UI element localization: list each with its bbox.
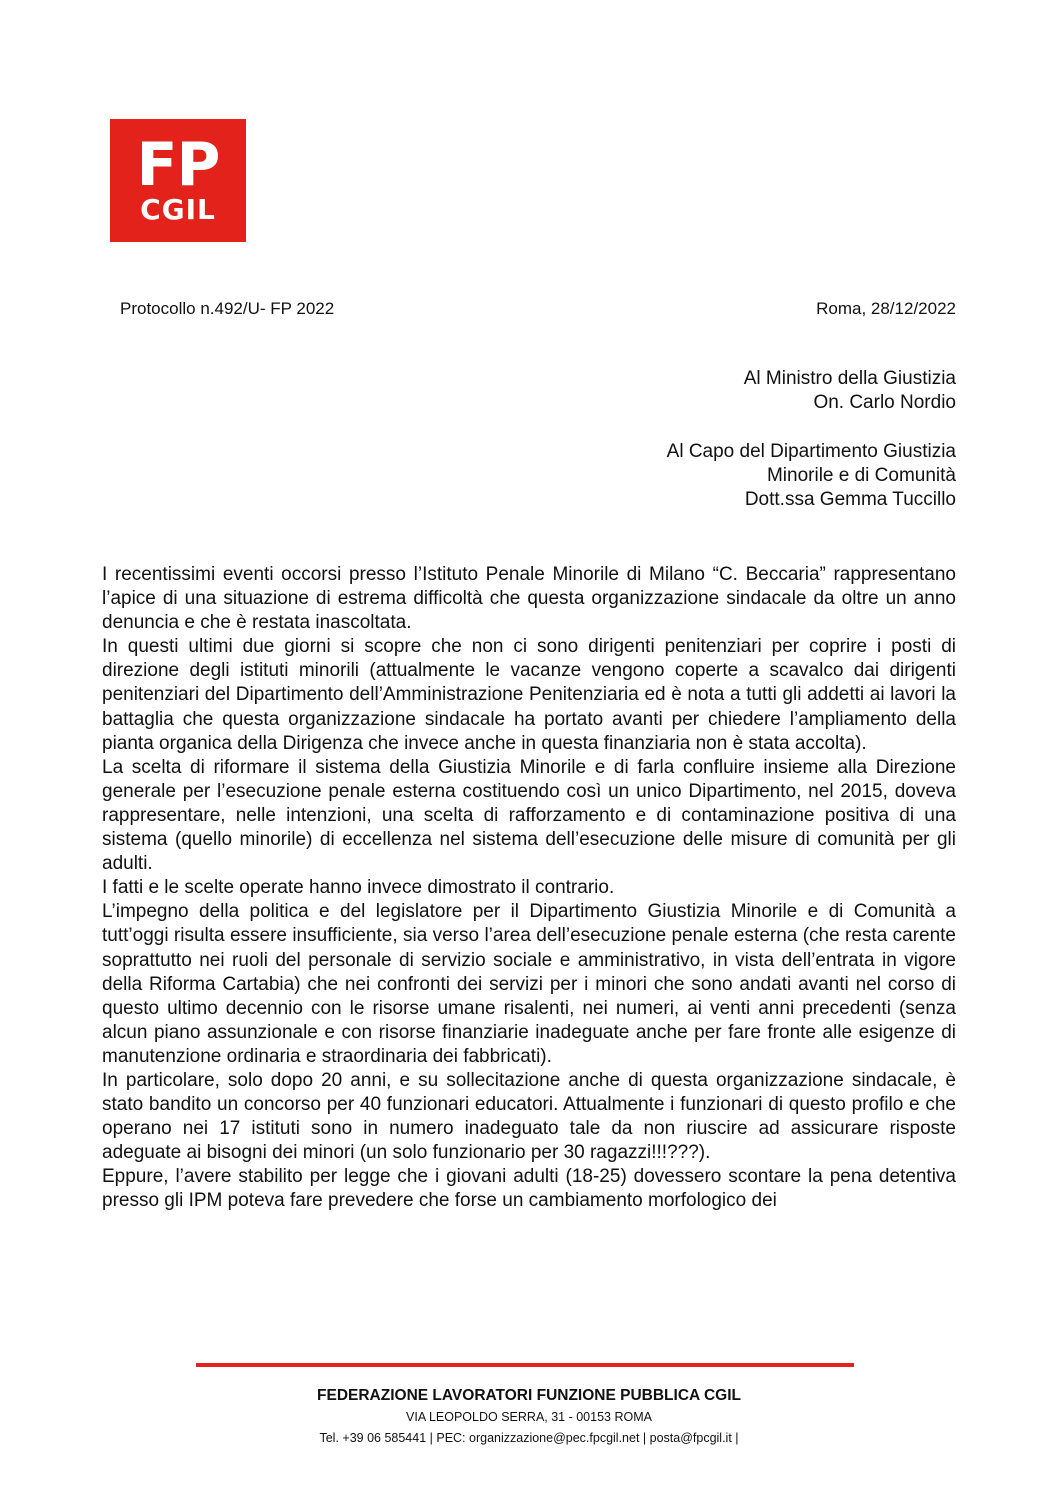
- protocol-number: Protocollo n.492/U- FP 2022: [120, 299, 335, 318]
- letter-date: Roma, 28/12/2022: [816, 299, 956, 318]
- recipient-minister: [744, 367, 956, 415]
- body-paragraph: L’impegno della politica e del legislatore per il Dipartimento Giustizia Minorile e di Comunità a tutt’oggi risulta essere insufficiente, sia verso l’area dell’esecuzione penale esterna (che resta carente soprattutto nei ruoli del personale di servizio sociale e amministrativo, in vista dell’entrata in vigore della Riforma Cartabia) che nei confronti dei servizi per i minori che sono andati avanti nel corso di questo ultimo decennio con le risorse umane risalenti, nei numeri, ai venti anni precedenti (senza alcun piano assunzionale e con risorse finanziarie inadeguate anche per fare fronte alle esigenze di manutenzione ordinaria e straordinaria dei fabbricati).: [102, 901, 956, 1067]
- recipient-line: Dott.ssa Gemma Tuccillo: [744, 489, 956, 510]
- footer-divider: [196, 1363, 854, 1367]
- footer: [0, 1385, 1058, 1449]
- recipient-line: Al Capo del Dipartimento Giustizia: [666, 441, 956, 462]
- logo-cgil-text: CGIL: [140, 192, 216, 226]
- fp-cgil-logo: [110, 119, 246, 242]
- footer-address: VIA LEOPOLDO SERRA, 31 - 00153 ROMA: [406, 1410, 652, 1424]
- body-paragraph: I recentissimi eventi occorsi presso l’Istituto Penale Minorile di Milano “C. Beccaria” rappresentano l’apice di una situazione di estrema difficoltà che questa organizzazione sindacale da oltre un anno denuncia e che è restata inascoltata.: [102, 564, 956, 634]
- recipient-department-head: [667, 440, 956, 512]
- body-paragraph: In particolare, solo dopo 20 anni, e su sollecitazione anche di questa organizzazione sindacale, è stato bandito un concorso per 40 funzionari educatori. Attualmente i funzionari di questo profilo e che operano nei 17 istituti sono in numero inadeguato tale da non riuscire ad assicurare risposte adeguate ai bisogni dei minori (un solo funzionario per 30 ragazzi!!!???).: [102, 1069, 956, 1164]
- footer-contacts: Tel. +39 06 585441 | PEC: organizzazione@pec.fpcgil.net | posta@fpcgil.it |: [319, 1431, 739, 1445]
- recipient-line: Al Ministro della Giustizia: [743, 368, 956, 389]
- body-paragraph: I fatti e le scelte operate hanno invece dimostrato il contrario.: [102, 877, 615, 899]
- recipient-line: Minorile e di Comunità: [766, 465, 956, 486]
- body-paragraph: La scelta di riformare il sistema della Giustizia Minorile e di farla confluire insieme alla Direzione generale per l’esecuzione penale esterna costituendo così un unico Dipartimento, nel 2015, doveva rappresentare, nelle intenzioni, una scelta di rafforzamento e di contaminazione positiva di una sistema (quello minorile) di eccellenza nel sistema dell’esecuzione delle misure di comunità per gli adulti.: [102, 756, 956, 875]
- body-paragraph: In questi ultimi due giorni si scopre che non ci sono dirigenti penitenziari per coprire i posti di direzione degli istituti minorili (attualmente le vacanze vengono coperte a scavalco dai dirigenti penitenziari del Dipartimento dell’Amministrazione Penitenziaria ed è nota a tutti gli addetti ai lavori la battaglia che questa organizzazione sindacale ha portato avanti per chiedere l’ampliamento della pianta organica della Dirigenza che invece anche in questa finanziaria non è stata accolta).: [102, 636, 956, 754]
- recipient-line: On. Carlo Nordio: [813, 392, 956, 413]
- body-paragraph: Eppure, l’avere stabilito per legge che i giovani adulti (18-25) dovessero scontare la pena detentiva presso gli IPM poteva fare prevedere che forse un cambiamento morfologico dei: [102, 1166, 956, 1212]
- letter-body: [102, 563, 956, 1214]
- logo-fp-text: FP: [136, 129, 220, 200]
- footer-org-name: FEDERAZIONE LAVORATORI FUNZIONE PUBBLICA CGIL: [317, 1387, 741, 1404]
